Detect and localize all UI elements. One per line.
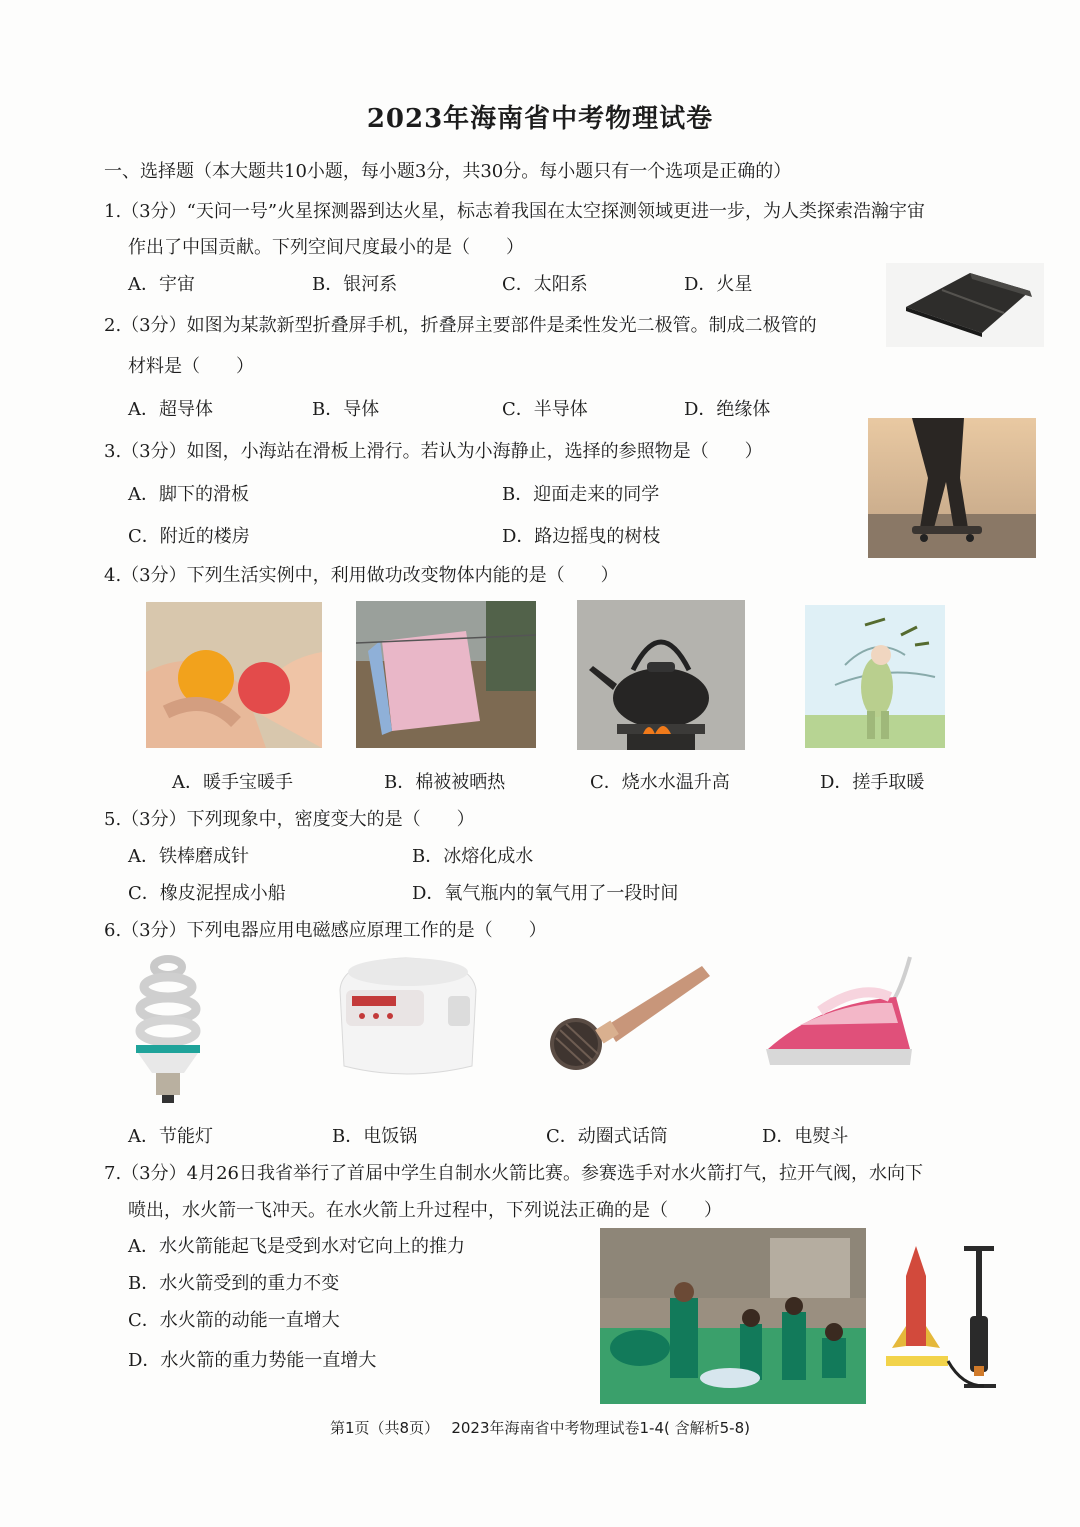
q7-option-a[interactable]: A．水火箭能起飞是受到水对它向上的推力	[128, 1236, 465, 1257]
q3-option-b[interactable]: B．迎面走来的同学	[502, 484, 660, 505]
q4-option-c[interactable]: C．烧水水温升高	[590, 772, 730, 793]
q2-option-c[interactable]: C．半导体	[502, 399, 588, 420]
q5-line-1: 5.（3分）下列现象中，密度变大的是（ ）	[104, 809, 475, 830]
q1-option-d[interactable]: D．火星	[684, 274, 753, 295]
q5-option-a[interactable]: A．铁棒磨成针	[128, 846, 249, 867]
q1-line-1: 1.（3分）“天问一号”火星探测器到达火星，标志着我国在太空探测领域更进一步，为人类探索浩瀚宇宙	[104, 201, 926, 222]
q4-option-a[interactable]: A．暖手宝暖手	[172, 772, 293, 793]
q4-line-1: 4.（3分）下列生活实例中，利用做功改变物体内能的是（ ）	[104, 565, 619, 586]
q6-option-d[interactable]: D．电熨斗	[762, 1126, 849, 1147]
q7-option-c[interactable]: C．水火箭的动能一直增大	[128, 1310, 340, 1331]
q5-option-b[interactable]: B．冰熔化成水	[412, 846, 534, 867]
q5-option-c[interactable]: C．橡皮泥捏成小船	[128, 883, 286, 904]
quilt-image	[356, 601, 536, 748]
q6-option-c[interactable]: C．动圈式话筒	[546, 1126, 668, 1147]
q3-option-d[interactable]: D．路边摇曳的树枝	[502, 526, 661, 547]
q3-option-c[interactable]: C．附近的楼房	[128, 526, 250, 547]
q6-line-1: 6.（3分）下列电器应用电磁感应原理工作的是（ ）	[104, 920, 547, 941]
q2-option-b[interactable]: B．导体	[312, 399, 380, 420]
energy-saving-lamp-image	[126, 953, 210, 1109]
section-heading: 一、选择题（本大题共10小题，每小题3分，共30分。每小题只有一个选项是正确的）	[104, 161, 792, 182]
microphone-image	[546, 960, 710, 1076]
q2-line-1: 2.（3分）如图为某款新型折叠屏手机，折叠屏主要部件是柔性发光二极管。制成二极管的	[104, 315, 817, 336]
q7-line-2: 喷出，水火箭一飞冲天。在水火箭上升过程中，下列说法正确的是（ ）	[128, 1200, 722, 1221]
iron-image	[760, 953, 922, 1073]
q3-line-1: 3.（3分）如图，小海站在滑板上滑行。若认为小海静止，选择的参照物是（ ）	[104, 441, 763, 462]
q2-option-d[interactable]: D．绝缘体	[684, 399, 771, 420]
q2-option-a[interactable]: A．超导体	[128, 399, 213, 420]
page-footer: 第1页（共8页） 2023年海南省中考物理试卷1-4( 含解析5-8)	[329, 1419, 750, 1437]
q7-line-1: 7.（3分）4月26日我省举行了首届中学生自制水火箭比赛。参赛选手对水火箭打气，拉开气阀，水向下	[104, 1163, 923, 1184]
q7-option-b[interactable]: B．水火箭受到的重力不变	[128, 1273, 340, 1294]
q3-option-a[interactable]: A．脚下的滑板	[128, 484, 249, 505]
q1-option-c[interactable]: C．太阳系	[502, 274, 588, 295]
hand-warmer-image	[146, 602, 322, 748]
rubbing-hands-image	[805, 605, 945, 748]
q6-option-b[interactable]: B．电饭锅	[332, 1126, 418, 1147]
skateboard-image	[868, 418, 1036, 558]
q2-line-2: 材料是（ ）	[128, 356, 254, 377]
rice-cooker-image	[332, 950, 482, 1082]
q1-option-a[interactable]: A．宇宙	[128, 274, 195, 295]
q6-option-a[interactable]: A．节能灯	[128, 1126, 213, 1147]
q1-line-2: 作出了中国贡献。下列空间尺度最小的是（ ）	[128, 237, 524, 258]
q1-option-b[interactable]: B．银河系	[312, 274, 398, 295]
rocket-and-pump-image	[872, 1236, 1020, 1404]
q7-option-d[interactable]: D．水火箭的重力势能一直增大	[128, 1350, 377, 1371]
water-rocket-competition-image	[600, 1228, 866, 1404]
q5-option-d[interactable]: D．氧气瓶内的氧气用了一段时间	[412, 883, 679, 904]
page-title: 2023年海南省中考物理试卷	[366, 104, 714, 134]
q4-option-d[interactable]: D．搓手取暖	[820, 772, 925, 793]
kettle-image	[577, 600, 745, 750]
foldable-phone-image	[886, 263, 1044, 347]
q4-option-b[interactable]: B．棉被被晒热	[384, 772, 506, 793]
